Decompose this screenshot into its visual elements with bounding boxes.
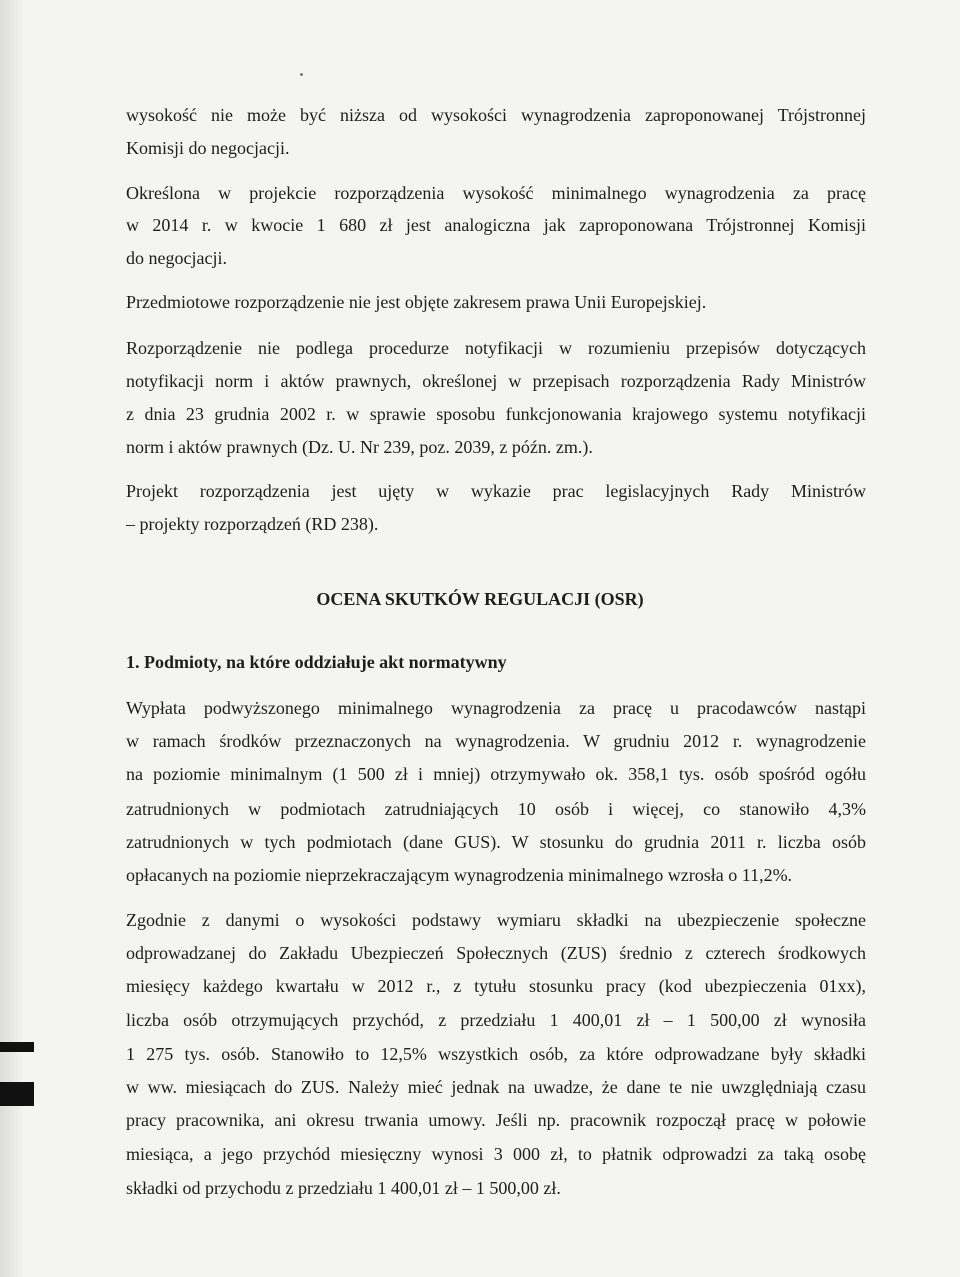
paragraph-line: Wypłata podwyższonego minimalnego wynagrodzenia za pracę u pracodawców nastąpi — [126, 698, 866, 718]
paragraph-line: z dnia 23 grudnia 2002 r. w sprawie sposobu funkcjonowania krajowego systemu notyfikacji — [126, 404, 866, 424]
paragraph-line: Zgodnie z danymi o wysokości podstawy wymiaru składki na ubezpieczenie społeczne — [126, 910, 866, 930]
paragraph-line: liczba osób otrzymujących przychód, z przedziału 1 400,01 zł – 1 500,00 zł wynosiła — [126, 1010, 866, 1030]
paragraph-line: norm i aktów prawnych (Dz. U. Nr 239, poz. 2039, z późn. zm.). — [126, 437, 593, 457]
paragraph-line: Projekt rozporządzenia jest ujęty w wykazie prac legislacyjnych Rady Ministrów — [126, 481, 866, 501]
paragraph-line: pracy pracownika, ani okresu trwania umowy. Jeśli np. pracownik rozpoczął pracę w połowie — [126, 1110, 866, 1130]
paragraph-line: do negocjacji. — [126, 248, 227, 268]
paragraph-line: w ramach środków przeznaczonych na wynagrodzenia. W grudniu 2012 r. wynagrodzenie — [126, 731, 866, 751]
paragraph-line: na poziomie minimalnym (1 500 zł i mniej) otrzymywało ok. 358,1 tys. osób spośród ogółu — [126, 764, 866, 784]
paragraph-line: miesięcy każdego kwartału w 2012 r., z tytułu stosunku pracy (kod ubezpieczenia 01xx), — [126, 976, 866, 996]
paragraph-line: Rozporządzenie nie podlega procedurze notyfikacji w rozumieniu przepisów dotyczących — [126, 338, 866, 358]
paragraph-line: opłacanych na poziomie nieprzekraczającym wynagrodzenia minimalnego wzrosła o 11,2%. — [126, 865, 793, 885]
paragraph-line: – projekty rozporządzeń (RD 238). — [126, 514, 379, 534]
paragraph-line: zatrudnionych w podmiotach zatrudniających 10 osób i więcej, co stanowiło 4,3% — [126, 799, 866, 819]
paragraph-line: zatrudnionych w tych podmiotach (dane GUS). W stosunku do grudnia 2011 r. liczba osób — [126, 832, 866, 852]
subsection-title: 1. Podmioty, na które oddziałuje akt normatywny — [126, 652, 507, 672]
paragraph-line: odprowadzanej do Zakładu Ubezpieczeń Społecznych (ZUS) średnio z czterech środkowych — [126, 943, 866, 963]
section-title: OCENA SKUTKÓW REGULACJI (OSR) — [316, 589, 644, 609]
paragraph-line: w ww. miesiącach do ZUS. Należy mieć jednak na uwadze, że dane te nie uwzględniają czasu — [126, 1077, 866, 1097]
paragraph-line: miesiąca, a jego przychód miesięczny wynosi 3 000 zł, to płatnik odprowadzi za taką osobę — [126, 1144, 866, 1164]
paragraph-line: 1 275 tys. osób. Stanowiło to 12,5% wszystkich osób, za które odprowadzane były składki — [126, 1044, 866, 1064]
paragraph-line: Przedmiotowe rozporządzenie nie jest objęte zakresem prawa Unii Europejskiej. — [126, 292, 707, 312]
paragraph-line: składki od przychodu z przedziału 1 400,01 zł – 1 500,00 zł. — [126, 1178, 561, 1198]
paragraph-line: w 2014 r. w kwocie 1 680 zł jest analogiczna jak zaproponowana Trójstronnej Komisji — [126, 215, 866, 235]
paragraph-line: notyfikacji norm i aktów prawnych, określonej w przepisach rozporządzenia Rady Ministrów — [126, 371, 866, 391]
paragraph-line: Określona w projekcie rozporządzenia wysokość minimalnego wynagrodzenia za pracę — [126, 183, 866, 203]
paragraph-line: wysokość nie może być niższa od wysokości wynagrodzenia zaproponowanej Trójstronnej — [126, 105, 866, 125]
paragraph-line: Komisji do negocjacji. — [126, 138, 290, 158]
